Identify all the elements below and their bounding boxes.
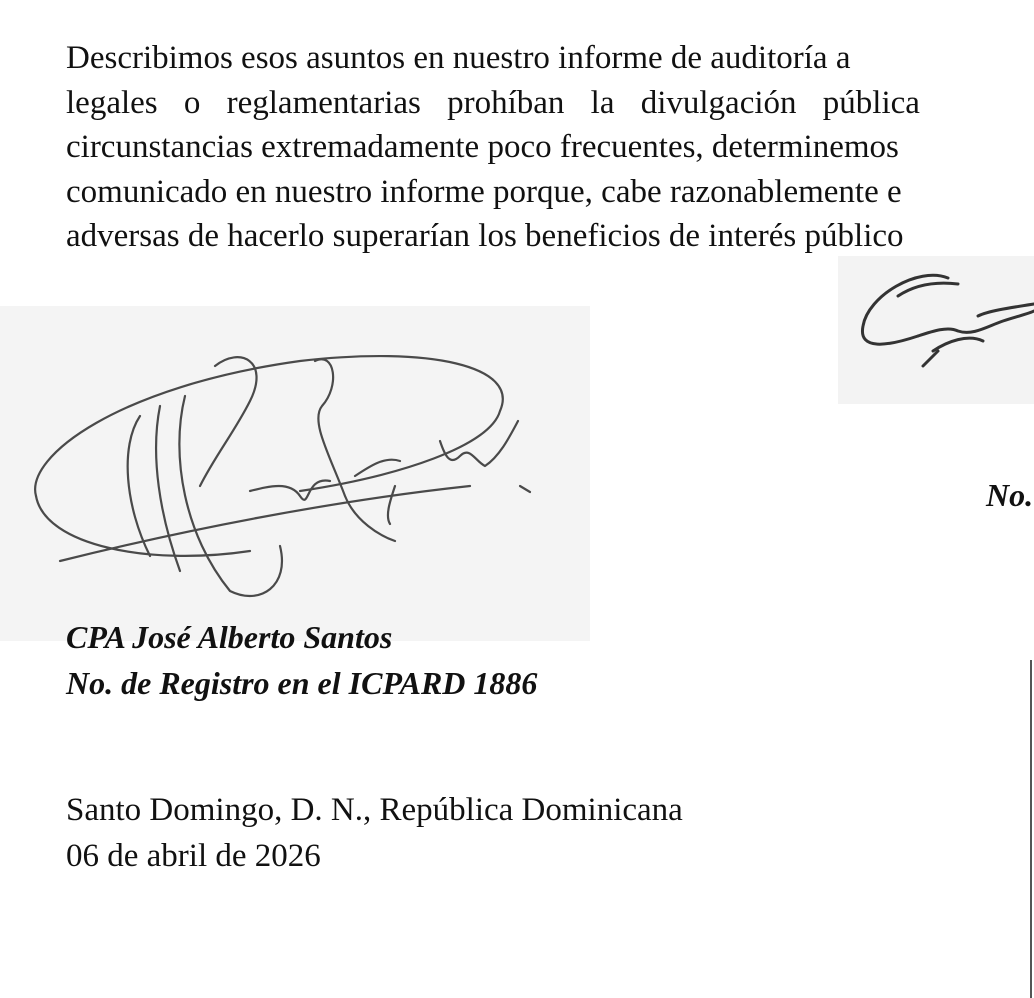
place-and-date (66, 787, 683, 879)
handwritten-signature-left (0, 306, 590, 641)
signer-block (66, 614, 537, 706)
paragraph-line: legales o reglamentarias prohíban la divulgación pública (66, 84, 920, 121)
page-edge-divider (1030, 660, 1032, 998)
report-date: 06 de abril de 2026 (66, 838, 321, 874)
signature-scan-right (838, 256, 1034, 404)
report-paragraph (66, 36, 1034, 259)
signer-name: CPA José Alberto Santos (66, 619, 393, 655)
paragraph-line: circunstancias extremadamente poco frecuentes, determinemos (66, 129, 899, 165)
signer-registration: No. de Registro en el ICPARD 1886 (66, 665, 538, 701)
signature-scan-left (0, 306, 590, 641)
paragraph-line: adversas de hacerlo superarían los beneficios de interés público (66, 218, 904, 254)
report-place: Santo Domingo, D. N., República Dominicana (66, 792, 683, 828)
paragraph-line: Describimos esos asuntos en nuestro informe de auditoría a (66, 40, 851, 76)
handwritten-signature-right (838, 256, 1034, 404)
second-signer-label-fragment: No. (986, 477, 1034, 513)
paragraph-line: comunicado en nuestro informe porque, cabe razonablemente e (66, 173, 902, 210)
